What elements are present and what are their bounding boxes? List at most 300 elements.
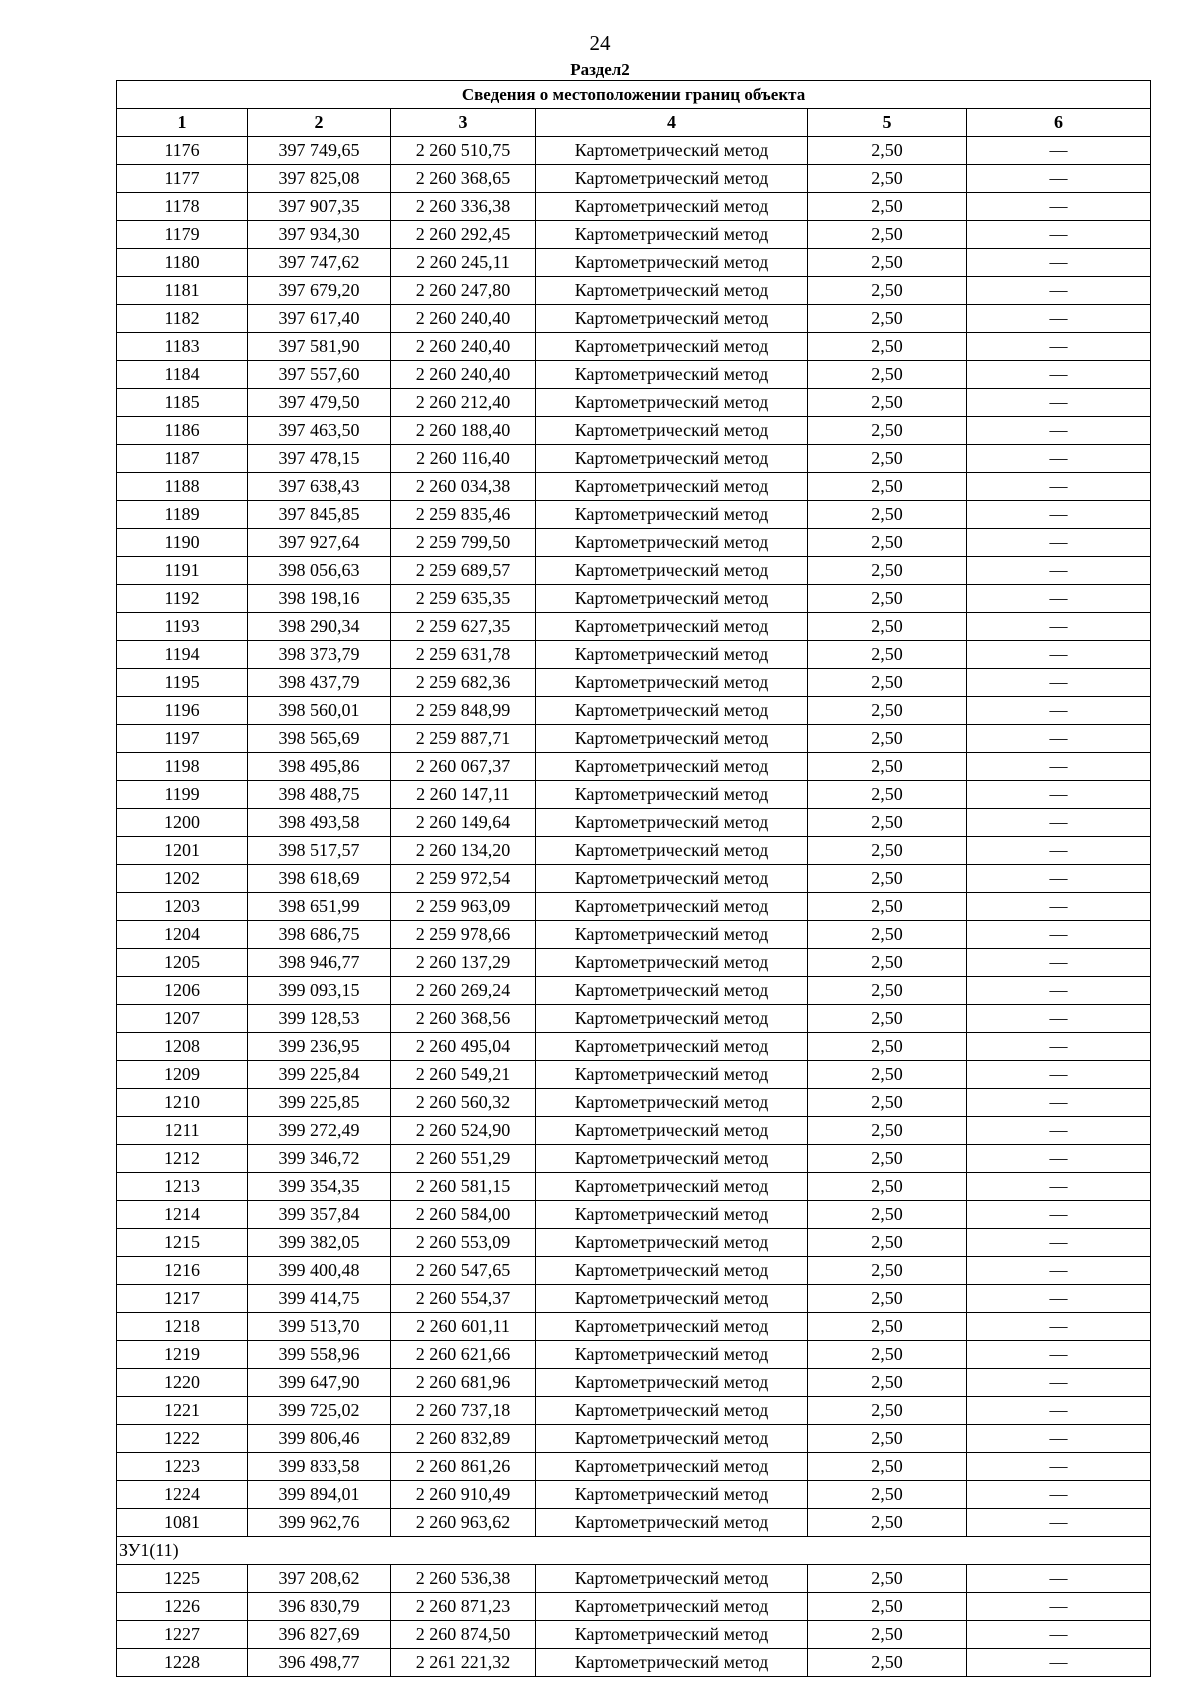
- table-row: [117, 305, 1151, 333]
- table-cell: 398 517,57: [248, 837, 391, 865]
- table-cell: 1208: [117, 1033, 248, 1061]
- table-cell: 2,50: [808, 837, 967, 865]
- table-cell: 1183: [117, 333, 248, 361]
- table-cell: Картометрический метод: [536, 1145, 808, 1173]
- table-cell: 2 260 547,65: [391, 1257, 536, 1285]
- table-cell: 1221: [117, 1397, 248, 1425]
- table-cell: Картометрический метод: [536, 1285, 808, 1313]
- table-cell: 1197: [117, 725, 248, 753]
- table-cell: 2,50: [808, 1145, 967, 1173]
- table-cell: 2,50: [808, 1453, 967, 1481]
- table-cell: Картометрический метод: [536, 781, 808, 809]
- table-row: [117, 781, 1151, 809]
- table-cell: 397 478,15: [248, 445, 391, 473]
- table-row: [117, 1453, 1151, 1481]
- table-cell: —: [967, 669, 1151, 697]
- table-cell: 2,50: [808, 1285, 967, 1313]
- table-row: [117, 1621, 1151, 1649]
- table-cell: 1213: [117, 1173, 248, 1201]
- table-cell: 2,50: [808, 1649, 967, 1677]
- table-cell: 398 493,58: [248, 809, 391, 837]
- table-cell: 398 290,34: [248, 613, 391, 641]
- table-cell: 399 513,70: [248, 1313, 391, 1341]
- table-row: [117, 1201, 1151, 1229]
- table-cell: —: [967, 445, 1151, 473]
- table-row: [117, 585, 1151, 613]
- table-row: [117, 1145, 1151, 1173]
- table-row: [117, 725, 1151, 753]
- table-cell: 2,50: [808, 389, 967, 417]
- table-body: [117, 137, 1151, 1537]
- table-cell: 399 272,49: [248, 1117, 391, 1145]
- table-cell: 1178: [117, 193, 248, 221]
- table-cell: 2,50: [808, 1117, 967, 1145]
- table-row: [117, 669, 1151, 697]
- table-cell: 2,50: [808, 165, 967, 193]
- table-cell: 397 825,08: [248, 165, 391, 193]
- table-row: [117, 1033, 1151, 1061]
- table-cell: 399 128,53: [248, 1005, 391, 1033]
- table-cell: 2 260 137,29: [391, 949, 536, 977]
- table-cell: 399 806,46: [248, 1425, 391, 1453]
- table-cell: 1212: [117, 1145, 248, 1173]
- table-cell: —: [967, 1061, 1151, 1089]
- table-cell: —: [967, 1621, 1151, 1649]
- table-cell: —: [967, 193, 1151, 221]
- table-cell: 2,50: [808, 305, 967, 333]
- table-cell: —: [967, 333, 1151, 361]
- table-cell: 2,50: [808, 557, 967, 585]
- table-cell: —: [967, 781, 1151, 809]
- table-cell: —: [967, 949, 1151, 977]
- table-cell: Картометрический метод: [536, 669, 808, 697]
- table-cell: Картометрический метод: [536, 1649, 808, 1677]
- table-cell: Картометрический метод: [536, 445, 808, 473]
- table-cell: 1191: [117, 557, 248, 585]
- table-cell: Картометрический метод: [536, 1061, 808, 1089]
- table-cell: 2,50: [808, 1257, 967, 1285]
- column-header: 4: [536, 109, 808, 137]
- table-cell: 2,50: [808, 921, 967, 949]
- table-cell: Картометрический метод: [536, 865, 808, 893]
- table-cell: Картометрический метод: [536, 137, 808, 165]
- table-cell: 2,50: [808, 1033, 967, 1061]
- table-cell: —: [967, 473, 1151, 501]
- table-cell: —: [967, 977, 1151, 1005]
- table-cell: Картометрический метод: [536, 1033, 808, 1061]
- table-cell: 1182: [117, 305, 248, 333]
- table-cell: 2 260 147,11: [391, 781, 536, 809]
- table-cell: 1218: [117, 1313, 248, 1341]
- table-cell: —: [967, 1033, 1151, 1061]
- table-cell: 2,50: [808, 221, 967, 249]
- table-cell: 2 260 584,00: [391, 1201, 536, 1229]
- table-cell: 2 260 621,66: [391, 1341, 536, 1369]
- table-cell: Картометрический метод: [536, 305, 808, 333]
- table-cell: Картометрический метод: [536, 529, 808, 557]
- table-cell: 2 260 681,96: [391, 1369, 536, 1397]
- table-cell: 1227: [117, 1621, 248, 1649]
- table-cell: 2 260 067,37: [391, 753, 536, 781]
- table-cell: 398 946,77: [248, 949, 391, 977]
- table-cell: —: [967, 501, 1151, 529]
- table-cell: 2 259 978,66: [391, 921, 536, 949]
- table-cell: 1181: [117, 277, 248, 305]
- table-cell: 1193: [117, 613, 248, 641]
- table-cell: 399 225,84: [248, 1061, 391, 1089]
- table-cell: —: [967, 1201, 1151, 1229]
- table-cell: 2 260 601,11: [391, 1313, 536, 1341]
- table-cell: Картометрический метод: [536, 221, 808, 249]
- table-cell: 2,50: [808, 977, 967, 1005]
- table-cell: 398 618,69: [248, 865, 391, 893]
- table-cell: 2 260 737,18: [391, 1397, 536, 1425]
- table-cell: 2 259 635,35: [391, 585, 536, 613]
- table-cell: 2 260 134,20: [391, 837, 536, 865]
- table-cell: —: [967, 921, 1151, 949]
- table-cell: —: [967, 1089, 1151, 1117]
- table-cell: 398 056,63: [248, 557, 391, 585]
- table-cell: 2,50: [808, 669, 967, 697]
- table-row: [117, 165, 1151, 193]
- table-cell: —: [967, 1257, 1151, 1285]
- table-row: [117, 1425, 1151, 1453]
- table-cell: 1187: [117, 445, 248, 473]
- table-cell: Картометрический метод: [536, 1201, 808, 1229]
- subgroup-row: [117, 1537, 1151, 1565]
- table-row: [117, 1229, 1151, 1257]
- table-row: [117, 1397, 1151, 1425]
- table-cell: 2,50: [808, 809, 967, 837]
- table-cell: 399 894,01: [248, 1481, 391, 1509]
- table-cell: 397 927,64: [248, 529, 391, 557]
- table-cell: —: [967, 809, 1151, 837]
- table-cell: 2 260 963,62: [391, 1509, 536, 1537]
- table-cell: —: [967, 1173, 1151, 1201]
- table-cell: 2,50: [808, 1621, 967, 1649]
- table-cell: 2 259 689,57: [391, 557, 536, 585]
- table-cell: 1081: [117, 1509, 248, 1537]
- table-cell: 397 679,20: [248, 277, 391, 305]
- table-cell: Картометрический метод: [536, 949, 808, 977]
- table-cell: 2 260 240,40: [391, 305, 536, 333]
- table-cell: 2 260 861,26: [391, 1453, 536, 1481]
- column-header: 3: [391, 109, 536, 137]
- table-cell: —: [967, 305, 1151, 333]
- table-cell: Картометрический метод: [536, 249, 808, 277]
- subgroup-body: [117, 1565, 1151, 1677]
- table-cell: 1225: [117, 1565, 248, 1593]
- table-cell: 1223: [117, 1453, 248, 1481]
- table-row: [117, 333, 1151, 361]
- table-cell: Картометрический метод: [536, 1089, 808, 1117]
- table-cell: 1195: [117, 669, 248, 697]
- table-cell: 2 260 510,75: [391, 137, 536, 165]
- table-cell: —: [967, 1397, 1151, 1425]
- table-cell: Картометрический метод: [536, 165, 808, 193]
- table-cell: 397 749,65: [248, 137, 391, 165]
- table-row: [117, 865, 1151, 893]
- table-cell: 2 260 247,80: [391, 277, 536, 305]
- table-cell: 2,50: [808, 1173, 967, 1201]
- table-cell: 2 259 972,54: [391, 865, 536, 893]
- table-cell: 1190: [117, 529, 248, 557]
- table-cell: 1204: [117, 921, 248, 949]
- table-cell: 1189: [117, 501, 248, 529]
- table-row: [117, 1005, 1151, 1033]
- table-cell: —: [967, 165, 1151, 193]
- table-cell: 2 259 682,36: [391, 669, 536, 697]
- table-cell: 1203: [117, 893, 248, 921]
- table-cell: —: [967, 137, 1151, 165]
- table-cell: —: [967, 221, 1151, 249]
- table-row: [117, 389, 1151, 417]
- table-cell: Картометрический метод: [536, 1425, 808, 1453]
- table-cell: 397 617,40: [248, 305, 391, 333]
- table-cell: —: [967, 1313, 1151, 1341]
- table-cell: —: [967, 389, 1151, 417]
- table-row: [117, 921, 1151, 949]
- table-cell: 2 260 188,40: [391, 417, 536, 445]
- table-cell: Картометрический метод: [536, 1453, 808, 1481]
- table-cell: Картометрический метод: [536, 1509, 808, 1537]
- table-cell: 2 260 551,29: [391, 1145, 536, 1173]
- table-cell: 1224: [117, 1481, 248, 1509]
- table-cell: 2,50: [808, 137, 967, 165]
- table-cell: Картометрический метод: [536, 1369, 808, 1397]
- table-cell: 1192: [117, 585, 248, 613]
- table-cell: —: [967, 1481, 1151, 1509]
- table-cell: 2,50: [808, 1005, 967, 1033]
- table-row: [117, 1285, 1151, 1313]
- table-cell: 2 260 524,90: [391, 1117, 536, 1145]
- table-cell: 2 260 832,89: [391, 1425, 536, 1453]
- table-cell: —: [967, 1285, 1151, 1313]
- table-cell: 2,50: [808, 641, 967, 669]
- table-cell: 2,50: [808, 1341, 967, 1369]
- table-cell: —: [967, 837, 1151, 865]
- table-caption: Сведения о местоположении границ объекта: [117, 81, 1151, 109]
- table-cell: —: [967, 865, 1151, 893]
- table-row: [117, 837, 1151, 865]
- table-cell: —: [967, 725, 1151, 753]
- table-row: [117, 193, 1151, 221]
- table-row: [117, 613, 1151, 641]
- table-cell: 399 647,90: [248, 1369, 391, 1397]
- table-cell: 2,50: [808, 949, 967, 977]
- table-row: [117, 445, 1151, 473]
- table-cell: 2 260 034,38: [391, 473, 536, 501]
- table-cell: 396 830,79: [248, 1593, 391, 1621]
- table-cell: 397 845,85: [248, 501, 391, 529]
- table-cell: 397 463,50: [248, 417, 391, 445]
- table-cell: 2,50: [808, 585, 967, 613]
- table-row: [117, 277, 1151, 305]
- table-cell: 1226: [117, 1593, 248, 1621]
- table-cell: 1185: [117, 389, 248, 417]
- table-cell: 397 557,60: [248, 361, 391, 389]
- table-cell: Картометрический метод: [536, 277, 808, 305]
- table-cell: 2 260 368,56: [391, 1005, 536, 1033]
- table-cell: —: [967, 753, 1151, 781]
- table-cell: 1216: [117, 1257, 248, 1285]
- table-cell: —: [967, 1453, 1151, 1481]
- table-cell: 398 373,79: [248, 641, 391, 669]
- table-row: [117, 249, 1151, 277]
- table-cell: 2,50: [808, 697, 967, 725]
- table-cell: —: [967, 1369, 1151, 1397]
- table-cell: 1180: [117, 249, 248, 277]
- table-cell: Картометрический метод: [536, 1173, 808, 1201]
- table-cell: 2,50: [808, 1313, 967, 1341]
- table-cell: 399 833,58: [248, 1453, 391, 1481]
- table-cell: Картометрический метод: [536, 1117, 808, 1145]
- table-caption-row: [117, 81, 1151, 109]
- table-cell: —: [967, 1649, 1151, 1677]
- table-cell: 399 382,05: [248, 1229, 391, 1257]
- table-row: [117, 1649, 1151, 1677]
- table-cell: —: [967, 1229, 1151, 1257]
- table-cell: 398 565,69: [248, 725, 391, 753]
- table-cell: 2,50: [808, 1201, 967, 1229]
- table-cell: —: [967, 277, 1151, 305]
- table-cell: —: [967, 249, 1151, 277]
- table-cell: —: [967, 1593, 1151, 1621]
- table-row: [117, 1257, 1151, 1285]
- section-title: Раздел2: [570, 60, 630, 79]
- table-row: [117, 1565, 1151, 1593]
- table-cell: 2 260 910,49: [391, 1481, 536, 1509]
- table-cell: 1215: [117, 1229, 248, 1257]
- table-cell: 2,50: [808, 1509, 967, 1537]
- table-cell: 2 260 536,38: [391, 1565, 536, 1593]
- table-cell: 1194: [117, 641, 248, 669]
- table-cell: 2,50: [808, 1565, 967, 1593]
- table-cell: 2 260 495,04: [391, 1033, 536, 1061]
- table-cell: 2,50: [808, 1061, 967, 1089]
- table-cell: 2,50: [808, 781, 967, 809]
- table-cell: 1214: [117, 1201, 248, 1229]
- table-row: [117, 641, 1151, 669]
- table-cell: 2 260 871,23: [391, 1593, 536, 1621]
- table-cell: 2 260 560,32: [391, 1089, 536, 1117]
- table-row: [117, 501, 1151, 529]
- table-cell: 399 414,75: [248, 1285, 391, 1313]
- table-cell: 2 259 631,78: [391, 641, 536, 669]
- table-cell: 2 259 963,09: [391, 893, 536, 921]
- table-cell: —: [967, 1565, 1151, 1593]
- table-cell: 398 488,75: [248, 781, 391, 809]
- table-cell: 2 260 149,64: [391, 809, 536, 837]
- table-cell: 397 479,50: [248, 389, 391, 417]
- table-cell: 1206: [117, 977, 248, 1005]
- table-cell: 1207: [117, 1005, 248, 1033]
- table-row: [117, 753, 1151, 781]
- table-row: [117, 137, 1151, 165]
- table-cell: —: [967, 361, 1151, 389]
- table-cell: 1186: [117, 417, 248, 445]
- table-row: [117, 1089, 1151, 1117]
- column-header-row: [117, 109, 1151, 137]
- table-cell: —: [967, 1117, 1151, 1145]
- table-cell: 2,50: [808, 613, 967, 641]
- table-cell: Картометрический метод: [536, 1257, 808, 1285]
- table-cell: 397 581,90: [248, 333, 391, 361]
- table-cell: 399 357,84: [248, 1201, 391, 1229]
- table-cell: Картометрический метод: [536, 501, 808, 529]
- table-cell: —: [967, 1145, 1151, 1173]
- table-cell: 2 260 292,45: [391, 221, 536, 249]
- table-cell: Картометрический метод: [536, 753, 808, 781]
- table-cell: Картометрический метод: [536, 725, 808, 753]
- table-cell: —: [967, 557, 1151, 585]
- table-cell: 2 259 848,99: [391, 697, 536, 725]
- table-cell: Картометрический метод: [536, 697, 808, 725]
- table-cell: 2 260 549,21: [391, 1061, 536, 1089]
- table-cell: 2,50: [808, 361, 967, 389]
- table-cell: Картометрический метод: [536, 893, 808, 921]
- table-cell: 2,50: [808, 417, 967, 445]
- table-cell: 2 261 221,32: [391, 1649, 536, 1677]
- table-cell: Картометрический метод: [536, 1313, 808, 1341]
- table-cell: 2,50: [808, 473, 967, 501]
- table-cell: 2,50: [808, 249, 967, 277]
- table-cell: 1188: [117, 473, 248, 501]
- table-cell: 2 259 799,50: [391, 529, 536, 557]
- table-cell: 397 907,35: [248, 193, 391, 221]
- table-row: [117, 1481, 1151, 1509]
- table-cell: 1196: [117, 697, 248, 725]
- table-cell: 396 827,69: [248, 1621, 391, 1649]
- table-cell: 2,50: [808, 865, 967, 893]
- table-cell: Картометрический метод: [536, 1481, 808, 1509]
- table-cell: 1179: [117, 221, 248, 249]
- table-cell: 2 260 553,09: [391, 1229, 536, 1257]
- table-cell: Картометрический метод: [536, 417, 808, 445]
- table-cell: 2 259 835,46: [391, 501, 536, 529]
- table-cell: 1202: [117, 865, 248, 893]
- table-cell: 2,50: [808, 529, 967, 557]
- table-cell: 399 725,02: [248, 1397, 391, 1425]
- table-cell: 2,50: [808, 333, 967, 361]
- column-header: 1: [117, 109, 248, 137]
- table-cell: —: [967, 417, 1151, 445]
- table-cell: 1220: [117, 1369, 248, 1397]
- table-cell: 1211: [117, 1117, 248, 1145]
- table-cell: Картометрический метод: [536, 585, 808, 613]
- table-cell: 2,50: [808, 445, 967, 473]
- table-cell: 1201: [117, 837, 248, 865]
- table-cell: Картометрический метод: [536, 1565, 808, 1593]
- table-row: [117, 361, 1151, 389]
- table-cell: —: [967, 613, 1151, 641]
- table-cell: 2 260 336,38: [391, 193, 536, 221]
- table-cell: Картометрический метод: [536, 809, 808, 837]
- table-cell: —: [967, 1005, 1151, 1033]
- table-cell: 2,50: [808, 725, 967, 753]
- table-row: [117, 949, 1151, 977]
- table-cell: Картометрический метод: [536, 1621, 808, 1649]
- table-cell: 2 260 116,40: [391, 445, 536, 473]
- subgroup-header: [117, 1537, 1151, 1565]
- table-cell: —: [967, 1341, 1151, 1369]
- table-cell: 398 495,86: [248, 753, 391, 781]
- table-cell: 397 934,30: [248, 221, 391, 249]
- table-cell: 399 236,95: [248, 1033, 391, 1061]
- column-header: 6: [967, 109, 1151, 137]
- table-row: [117, 557, 1151, 585]
- table-cell: 2,50: [808, 1369, 967, 1397]
